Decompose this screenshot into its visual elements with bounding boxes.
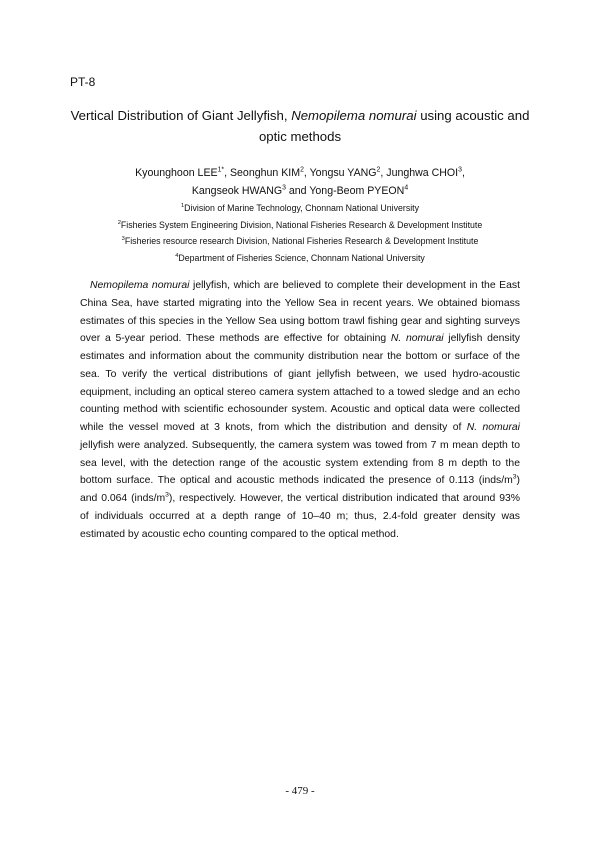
abstract-text: jellyfish density estimates and information about the community distribution near the bottom or surface of the sea. To verify the vertical distributions of giant jellyfish between, we used hydro-acoustic equipment, including an optical stereo camera system attached to a towed sledge and an echo counting method with scientific echosounder system. Acoustic and optical data were collected while the vessel moved at 3 knots, from which the distribution and density of bbox=[80, 333, 520, 433]
abstract-paragraph bbox=[80, 277, 520, 543]
author-affiliation-mark: 1* bbox=[217, 166, 225, 174]
abstract-species-lead: Nemopilema nomurai bbox=[90, 280, 190, 291]
affiliation bbox=[62, 217, 538, 234]
affiliation bbox=[62, 233, 538, 250]
author-name: Yong-Beom PYEON bbox=[309, 185, 405, 197]
affiliation-text: Fisheries System Engineering Division, National Fisheries Research & Development Institute bbox=[120, 219, 483, 230]
author-name: Kangseok HWANG bbox=[191, 185, 283, 197]
affiliation bbox=[62, 200, 538, 217]
abstract-text: jellyfish were analyzed. Subsequently, the camera system was towed from 7 m mean depth to sea level, with the detection range of the acoustic system extending from 8 m depth to the bottom surface. The optical and acoustic methods indicated the presence of 0.113 (inds/m bbox=[80, 439, 520, 487]
author-affiliation-mark: 2 bbox=[300, 166, 304, 174]
affiliation-text: Division of Marine Technology, Chonnam National University bbox=[184, 203, 420, 213]
abstract-text: ) and 0.064 (inds/m bbox=[80, 475, 520, 504]
author-separator: , bbox=[224, 167, 230, 179]
author-affiliation-mark: 3 bbox=[282, 184, 286, 192]
affiliation-mark: 3 bbox=[121, 236, 125, 243]
abstract-text: ), respectively. However, the vertical distribution indicated that around 93% of individuals occurred at a depth range of 10–40 m; thus, 2.4-fold greater density was estimated by acoustic echo counting compared to the optical method. bbox=[80, 493, 520, 540]
author-affiliation-mark: 3 bbox=[458, 166, 462, 174]
author-list bbox=[62, 164, 538, 200]
abstract-text: jellyfish, which are believed to complete their development in the East China Sea, have started migrating into the Yellow Sea in recent years. We obtained biomass estimates of this species in the Yellow Sea using bottom trawl fishing gear and sighting surveys over a 5-year period. These methods are effective for obtaining bbox=[80, 280, 520, 345]
session-code: PT-8 bbox=[70, 75, 96, 89]
affiliation-mark: 4 bbox=[175, 253, 179, 260]
author-name: Kyounghoon LEE bbox=[135, 167, 218, 179]
affiliation bbox=[62, 250, 538, 267]
paper-title bbox=[62, 105, 538, 147]
affiliation-text: Fisheries resource research Division, National Fisheries Research & Development Institute bbox=[124, 236, 479, 247]
author-name: Junghwa CHOI bbox=[386, 167, 459, 179]
affiliation-mark: 2 bbox=[117, 219, 121, 226]
title-prefix: Vertical Distribution of Giant Jellyfish, bbox=[70, 108, 292, 123]
abstract-species-short: N. nomurai bbox=[466, 422, 520, 433]
title-suffix: using acoustic and optic methods bbox=[258, 108, 530, 144]
affiliation-mark: 1 bbox=[180, 203, 185, 210]
abstract bbox=[80, 277, 520, 543]
author-separator: and bbox=[285, 185, 310, 197]
affiliation-text: Department of Fisheries Science, Chonnam National University bbox=[178, 253, 425, 264]
abstract-species-short: N. nomurai bbox=[390, 333, 444, 345]
author-name: Seonghun KIM bbox=[229, 167, 301, 179]
affiliation-list bbox=[62, 200, 538, 267]
author-affiliation-mark: 2 bbox=[376, 166, 381, 174]
author-separator: , bbox=[303, 167, 310, 179]
page-number: - 479 - bbox=[285, 785, 315, 797]
unit-exponent: 3 bbox=[165, 491, 169, 499]
author-separator: , bbox=[380, 167, 387, 179]
author-name: Yongsu YANG bbox=[309, 167, 377, 179]
author-separator: , bbox=[461, 167, 465, 179]
title-species: Nemopilema nomurai bbox=[291, 108, 417, 123]
unit-exponent: 3 bbox=[512, 473, 517, 481]
author-affiliation-mark: 4 bbox=[404, 184, 409, 192]
